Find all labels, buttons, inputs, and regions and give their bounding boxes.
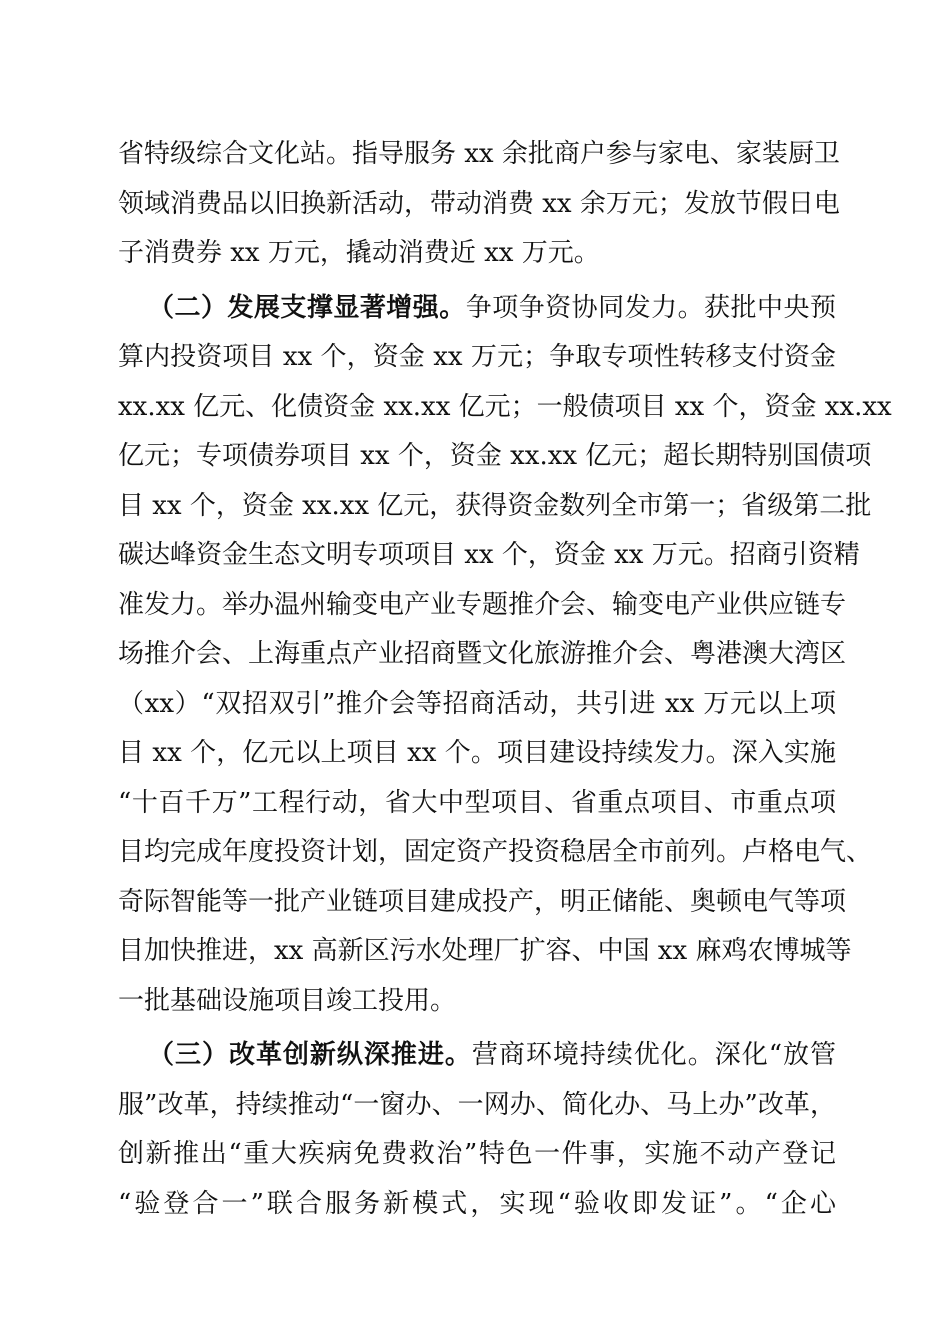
text-line: “十百千万”工程行动，省大中型项目、省重点项目、市重点项 <box>118 787 836 818</box>
text-line <box>118 284 836 334</box>
text-line: 目加快推进，xx 高新区污水处理厂扩容、中国 xx 麻鸡农博城等 <box>118 936 852 966</box>
text-line: 创新推出“重大疾病免费救治”特色一件事，实施不动产登记 <box>118 1139 836 1169</box>
text-line: （xx）“双招双引”推介会等招商活动，共引进 xx 万元以上项 <box>118 688 836 719</box>
text-line: 场推介会、上海重点产业招商暨文化旅游推介会、粤港澳大湾区 <box>118 639 847 669</box>
text-span: 营商环境持续优化。深化“放管 <box>471 1040 836 1070</box>
text-line <box>118 1031 836 1081</box>
text-line: 准发力。举办温州输变电产业专题推介会、输变电产业供应链专 <box>118 589 847 620</box>
text-line: 算内投资项目 xx 个，资金 xx 万元；争取专项性转移支付资金 <box>118 342 836 372</box>
text-line: 亿元；专项债券项目 xx 个，资金 xx.xx 亿元；超长期特别国债项 <box>118 441 872 471</box>
paragraph-reform-innovation <box>118 1031 836 1229</box>
text-span: 争项争资协同发力。获批中央预 <box>465 292 836 323</box>
text-line: 服”改革，持续推动“一窗办、一网办、简化办、马上办”改革， <box>118 1089 836 1120</box>
text-line: 子消费券 xx 万元，撬动消费近 xx 万元。 <box>118 238 600 268</box>
document-page <box>118 130 892 1234</box>
text-line: 目 xx 个，资金 xx.xx 亿元，获得资金数列全市第一；省级第二批 <box>118 490 872 521</box>
paragraph-development-support <box>118 284 892 1027</box>
text-line: 奇际智能等一批产业链项目建成投产，明正储能、奥顿电气等项 <box>118 886 847 917</box>
text-line: “验登合一”联合服务新模式，实现“验收即发证”。“企心 <box>118 1188 836 1219</box>
text-line: 目 xx 个，亿元以上项目 xx 个。项目建设持续发力。深入实施 <box>118 738 836 768</box>
text-line: 领域消费品以旧换新活动，带动消费 xx 余万元；发放节假日电 <box>118 188 840 219</box>
section-heading: （二）发展支撑显著增强。 <box>148 292 466 323</box>
text-line: 一批基础设施项目竣工投用。 <box>118 985 457 1016</box>
text-line: 碳达峰资金生态文明专项项目 xx 个，资金 xx 万元。招商引资精 <box>118 540 860 570</box>
text-line: 省特级综合文化站。指导服务 xx 余批商户参与家电、家装厨卫 <box>118 139 840 169</box>
section-heading: （三）改革创新纵深推进。 <box>148 1040 472 1070</box>
paragraph-consumption <box>118 130 840 279</box>
text-line: xx.xx 亿元、化债资金 xx.xx 亿元；一般债项目 xx 个，资金 xx.xx <box>118 391 892 422</box>
text-line: 目均完成年度投资计划，固定资产投资稳居全市前列。卢格电气、 <box>118 837 873 867</box>
